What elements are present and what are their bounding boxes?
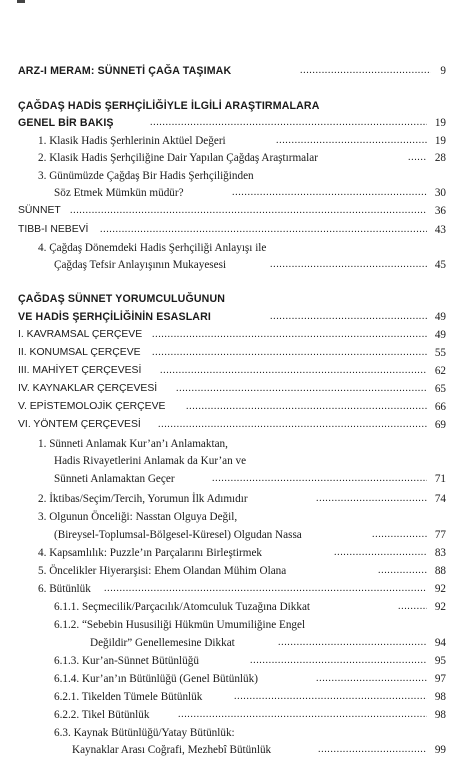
dot-leader xyxy=(104,581,427,597)
dot-leader xyxy=(408,150,427,166)
toc-entry-title: 4. Çağdaş Dönemdeki Hadis Şerhçiliği Anlayışı ile xyxy=(38,242,267,254)
toc-entry-title: ÇAĞDAŞ SÜNNET YORUMCULUĞUNUN xyxy=(18,293,226,305)
toc-entry-genel-bir-bakis xyxy=(0,115,471,131)
toc-page-number: 69 xyxy=(434,419,446,431)
toc-entry xyxy=(0,363,471,379)
dot-leader xyxy=(318,742,427,758)
toc-page-number: 30 xyxy=(434,187,446,199)
toc-entry xyxy=(0,599,471,615)
dot-leader xyxy=(158,417,427,433)
toc-entry-title: 6.1.4. Kur’an’ın Bütünlüğü (Genel Bütünlük) xyxy=(54,673,258,685)
toc-entry-esaslari xyxy=(0,309,471,325)
dot-leader xyxy=(212,471,427,487)
dot-leader xyxy=(378,563,427,579)
toc-entry-title: III. MAHİYET ÇERÇEVESİ xyxy=(18,365,142,376)
dot-leader xyxy=(232,185,427,201)
dot-leader xyxy=(70,203,427,219)
toc-entry xyxy=(0,545,471,561)
toc-entry-title: V. EPİSTEMOLOJİK ÇERÇEVE xyxy=(18,401,166,412)
toc-page-number: 74 xyxy=(434,493,446,505)
toc-page-number: 49 xyxy=(434,311,446,323)
toc-page-number: 62 xyxy=(434,365,446,377)
dot-leader xyxy=(152,345,427,361)
toc-page-number: 92 xyxy=(434,601,446,613)
dot-leader xyxy=(334,545,427,561)
toc-entry-title: 3. Günümüzde Çağdaş Bir Hadis Şerhçiliğinden xyxy=(38,170,254,182)
toc-entry-title: II. KONUMSAL ÇERÇEVE xyxy=(18,347,141,358)
toc-page-number: 99 xyxy=(434,744,446,756)
toc-page-number: 94 xyxy=(434,637,446,649)
toc-entry-title: (Bireysel-Toplumsal-Bölgesel-Küresel) Olgudan Nassa xyxy=(54,529,302,541)
toc-entry-title: 6.2.2. Tikel Bütünlük xyxy=(54,709,150,721)
toc-entry xyxy=(0,185,471,201)
dot-leader xyxy=(270,309,427,325)
toc-page-number: 88 xyxy=(434,565,446,577)
dot-leader xyxy=(176,381,427,397)
dot-leader xyxy=(270,257,427,273)
toc-entry-title: Çağdaş Tefsir Anlayışının Mukayesesi xyxy=(54,259,227,271)
dot-leader xyxy=(160,363,427,379)
toc-page-number: 36 xyxy=(434,205,446,217)
toc-entry xyxy=(0,399,471,415)
toc-entry-title: IV. KAYNAKLAR ÇERÇEVESİ xyxy=(18,383,158,394)
dot-leader xyxy=(372,527,427,543)
toc-page-number: 98 xyxy=(434,709,446,721)
toc-page-number: 92 xyxy=(434,583,446,595)
toc-entry xyxy=(0,563,471,579)
toc-entry xyxy=(0,453,471,469)
toc-entry-section-heading xyxy=(0,98,471,114)
toc-entry xyxy=(0,491,471,507)
toc-page-number: 97 xyxy=(434,673,446,685)
dot-leader xyxy=(234,689,427,705)
toc-entry xyxy=(0,617,471,633)
toc-entry xyxy=(0,742,471,758)
toc-entry-title: 6.3. Kaynak Bütünlüğü/Yatay Bütünlük: xyxy=(54,727,235,739)
toc-page-number: 98 xyxy=(434,691,446,703)
toc-entry-title: I. KAVRAMSAL ÇERÇEVE xyxy=(18,329,143,340)
dot-leader xyxy=(398,599,427,615)
toc-entry-title: SÜNNET xyxy=(18,205,61,216)
toc-entry-title: Değildir” Genellemesine Dikkat xyxy=(90,637,235,649)
toc-entry-title: GENEL BİR BAKIŞ xyxy=(18,117,114,129)
toc-entry-title: 6.1.1. Seçmecilik/Parçacılık/Atomculuk Tuzağına Dikkat xyxy=(54,601,311,613)
toc-entry xyxy=(0,707,471,723)
dot-leader xyxy=(178,707,427,723)
toc-page-number: 45 xyxy=(434,259,446,271)
toc-page-number: 71 xyxy=(434,473,446,485)
toc-page-number: 49 xyxy=(434,329,446,341)
toc-entry xyxy=(0,509,471,525)
toc-entry xyxy=(0,417,471,433)
toc-entry xyxy=(0,527,471,543)
toc-entry-section-heading xyxy=(0,291,471,307)
toc-entry xyxy=(0,725,471,741)
dot-leader xyxy=(300,63,431,79)
toc-entry-title: VE HADİS ŞERHÇİLİĞİNİN ESASLARI xyxy=(18,311,212,323)
toc-entry xyxy=(0,150,471,166)
toc-entry xyxy=(0,327,471,343)
toc-entry-title: 1. Klasik Hadis Şerhlerinin Aktüel Değeri xyxy=(38,135,226,147)
toc-entry xyxy=(0,240,471,256)
dot-leader xyxy=(152,327,427,343)
toc-entry-title: 4. Kapsamlılık: Puzzle’ın Parçalarını Birleştirmek xyxy=(38,547,263,559)
toc-page-number: 19 xyxy=(434,117,446,129)
toc-page-number: 95 xyxy=(434,655,446,667)
dot-leader xyxy=(278,635,427,651)
toc-page-number: 28 xyxy=(434,152,446,164)
toc-entry xyxy=(0,671,471,687)
toc-entry-title: ARZ-I MERAM: SÜNNETİ ÇAĞA TAŞIMAK xyxy=(18,65,232,77)
toc-entry-title: 6.1.2. “Sebebin Hususiliği Hükmün Umumiliğine Engel xyxy=(54,619,306,631)
toc-page-number: 55 xyxy=(434,347,446,359)
toc-page-number: 66 xyxy=(434,401,446,413)
toc-entry-sunnet xyxy=(0,203,471,219)
toc-entry-title: 2. İktibas/Seçim/Tercih, Yorumun İlk Adımıdır xyxy=(38,493,248,505)
toc-entry xyxy=(0,168,471,184)
toc-entry xyxy=(0,689,471,705)
toc-entry-title: ÇAĞDAŞ HADİS ŞERHÇİLİĞİYLE İLGİLİ ARAŞTIRMALARA xyxy=(18,100,320,112)
toc-entry-title: 6.1.3. Kur’an-Sünnet Bütünlüğü xyxy=(54,655,199,667)
dot-leader xyxy=(150,115,427,131)
dot-leader xyxy=(100,222,427,238)
toc-entry-arz-i-meram xyxy=(0,63,471,79)
dot-leader xyxy=(316,671,427,687)
toc-entry xyxy=(0,635,471,651)
toc-entry-title: 6. Bütünlük xyxy=(38,583,91,595)
toc-entry-title: Söz Etmek Mümkün müdür? xyxy=(54,187,184,199)
toc-entry-title: 3. Olgunun Önceliği: Nasstan Olguya Değil, xyxy=(38,511,238,523)
toc-entry xyxy=(0,133,471,149)
toc-entry xyxy=(0,381,471,397)
toc-entry-title: 1. Sünneti Anlamak Kur’an’ı Anlamaktan, xyxy=(38,438,228,450)
dot-leader xyxy=(250,653,427,669)
toc-entry xyxy=(0,581,471,597)
toc-page-number: 77 xyxy=(434,529,446,541)
toc-entry-title: 6.2.1. Tikelden Tümele Bütünlük xyxy=(54,691,203,703)
toc-entry-title: 5. Öncelikler Hiyerarşisi: Ehem Olandan Mühim Olana xyxy=(38,565,287,577)
page-corner-mark xyxy=(17,0,25,3)
toc-entry-title: Sünneti Anlamaktan Geçer xyxy=(54,473,175,485)
toc-page-number: 19 xyxy=(434,135,446,147)
toc-entry xyxy=(0,471,471,487)
toc-entry xyxy=(0,653,471,669)
toc-page-number: 83 xyxy=(434,547,446,559)
toc-page-number: 9 xyxy=(440,65,446,77)
toc-entry-title: VI. YÖNTEM ÇERÇEVESİ xyxy=(18,419,141,430)
toc-entry-tibb-i-nebevi xyxy=(0,222,471,238)
toc-entry xyxy=(0,257,471,273)
toc-entry-title: TIBB-I NEBEVİ xyxy=(18,224,89,235)
dot-leader xyxy=(186,399,427,415)
toc-page-number: 43 xyxy=(434,224,446,236)
toc-entry-title: Hadis Rivayetlerini Anlamak da Kur’an ve xyxy=(54,455,247,467)
toc-entry-title: Kaynaklar Arası Coğrafi, Mezhebî Bütünlük xyxy=(72,744,272,756)
toc-page-number: 65 xyxy=(434,383,446,395)
dot-leader xyxy=(276,133,427,149)
dot-leader xyxy=(316,491,427,507)
toc-entry xyxy=(0,436,471,452)
toc-entry xyxy=(0,345,471,361)
toc-entry-title: 2. Klasik Hadis Şerhçiliğine Dair Yapılan Çağdaş Araştırmalar xyxy=(38,152,318,164)
